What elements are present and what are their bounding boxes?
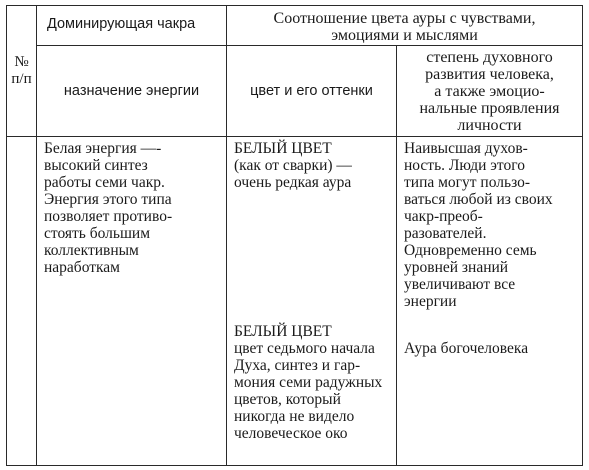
level-line: энергии xyxy=(404,293,457,310)
number-header-cell xyxy=(7,6,37,137)
color-entry-1 xyxy=(234,140,390,191)
aura-color-table xyxy=(6,5,583,466)
color-shades-header-text: цвет и его оттенки xyxy=(250,82,373,99)
spiritual-level-cell xyxy=(397,137,583,466)
color-line: БЕЛЫЙ ЦВЕТ xyxy=(234,140,332,157)
color-line: очень редкая аура xyxy=(234,174,352,191)
energy-purpose-header-text: назначение энергии xyxy=(63,82,200,99)
ratio-header-line-2: эмоциями и мыслями xyxy=(331,27,478,44)
energy-line: позволяет противо- xyxy=(44,208,173,225)
level-line: Одновременно семь xyxy=(404,242,537,259)
level-header-line-4: нальные проявления xyxy=(419,100,560,117)
color-line: цвет седьмого начала xyxy=(234,340,375,357)
level-line: разователей. xyxy=(404,225,487,242)
energy-line: работы семи чакр. xyxy=(44,174,165,191)
header-row-top xyxy=(7,6,583,46)
color-line: мония семи радужных xyxy=(234,374,383,391)
energy-purpose-cell xyxy=(37,137,227,466)
chakra-header-cell xyxy=(37,6,227,46)
color-line: Духа, синтез и гар- xyxy=(234,357,361,374)
level-header-line-1: степень духовного xyxy=(426,49,553,66)
level-line: увеличивают все xyxy=(404,276,516,293)
color-shades-cell xyxy=(227,137,397,466)
color-line: БЕЛЫЙ ЦВЕТ xyxy=(234,323,332,340)
level-entry-2 xyxy=(404,340,576,357)
energy-line: Энергия этого типа xyxy=(44,191,172,208)
level-line: уровней знаний xyxy=(404,259,509,276)
energy-line: коллективным xyxy=(44,242,139,259)
number-symbol: № xyxy=(14,54,29,70)
level-line: чакр-преоб- xyxy=(404,208,483,225)
level-line: типа могут пользо- xyxy=(404,174,531,191)
chakra-header-text: Доминирующая чакра xyxy=(47,16,196,32)
ratio-header-line-1: Соотношение цвета ауры с чувствами, xyxy=(273,10,536,27)
level-line: Аура богочеловека xyxy=(404,340,529,357)
energy-purpose-header-cell xyxy=(37,46,227,137)
color-shades-header-cell xyxy=(227,46,397,137)
energy-line: наработкам xyxy=(44,259,120,276)
level-header-line-3: а также эмоцио- xyxy=(434,83,545,100)
level-line: Наивысшая духов- xyxy=(404,140,528,157)
energy-line: Белая энергия —- xyxy=(44,140,162,157)
table-row xyxy=(7,137,583,466)
color-line: человеческое око xyxy=(234,425,348,442)
level-line: ность. Люди этого xyxy=(404,157,525,174)
number-abbrev: п/п xyxy=(11,71,32,87)
color-line: цветов, который xyxy=(234,391,341,408)
color-line: никогда не видело xyxy=(234,408,355,425)
level-header-cell xyxy=(397,46,583,137)
ratio-header-cell xyxy=(227,6,583,46)
level-header-line-5: личности xyxy=(457,117,522,134)
row-number-cell xyxy=(7,137,37,466)
energy-line: высокий синтез xyxy=(44,157,148,174)
energy-line: стоять большим xyxy=(44,225,151,242)
header-row-sub xyxy=(7,46,583,137)
level-header-line-2: развития человека, xyxy=(425,66,554,83)
color-line: (как от сварки) — xyxy=(234,157,352,174)
level-line: ваться любой из своих xyxy=(404,191,553,208)
level-entry-1 xyxy=(404,140,576,310)
color-entry-2 xyxy=(234,323,390,442)
